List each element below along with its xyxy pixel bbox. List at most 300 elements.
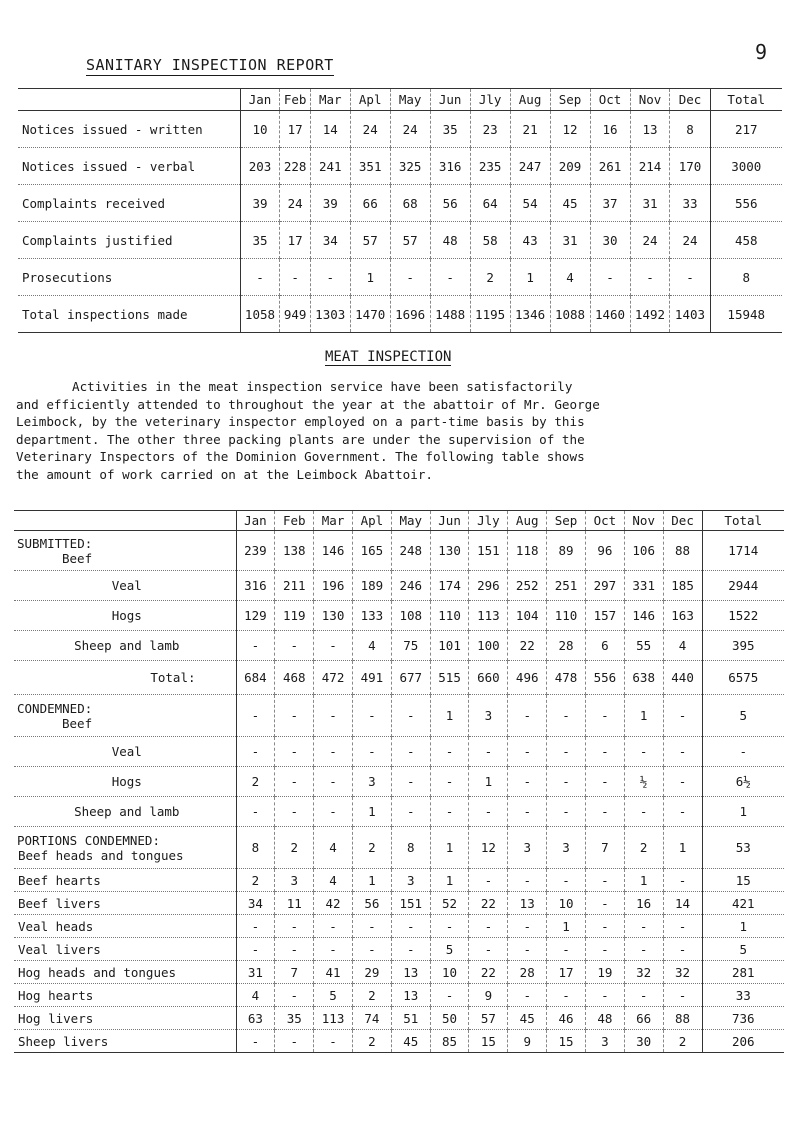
value-cell: 52 (430, 892, 469, 915)
total-cell: 281 (702, 961, 784, 984)
value-cell: 19 (585, 961, 624, 984)
row-label: Veal heads (14, 915, 236, 938)
header-blank (14, 511, 236, 531)
row-label: Hogs (14, 601, 236, 631)
value-cell: 185 (663, 571, 702, 601)
value-cell: 13 (630, 111, 670, 148)
value-cell: - (314, 767, 353, 797)
value-cell: 24 (630, 222, 670, 259)
value-cell: - (352, 695, 391, 737)
total-cell: 206 (702, 1030, 784, 1053)
row-label: Notices issued - written (18, 111, 240, 148)
value-cell: - (585, 797, 624, 827)
total-cell: 421 (702, 892, 784, 915)
value-cell: - (430, 737, 469, 767)
value-cell: - (508, 984, 547, 1007)
value-cell: 1 (547, 915, 586, 938)
table-row (18, 222, 782, 259)
value-cell: 1 (624, 695, 663, 737)
value-cell: 1 (430, 827, 469, 869)
value-cell: 29 (352, 961, 391, 984)
value-cell: 9 (469, 984, 508, 1007)
value-cell: 2 (352, 1030, 391, 1053)
month-header: May (391, 511, 430, 531)
total-cell: 217 (710, 111, 782, 148)
value-cell: - (430, 915, 469, 938)
value-cell: - (352, 938, 391, 961)
row-label: Veal livers (14, 938, 236, 961)
value-cell: 33 (670, 185, 710, 222)
value-cell: - (585, 695, 624, 737)
value-cell: 316 (430, 148, 470, 185)
value-cell: 146 (624, 601, 663, 631)
section-label: PORTIONS CONDEMNED: (17, 832, 160, 848)
value-cell: - (469, 938, 508, 961)
value-cell: 63 (236, 1007, 275, 1030)
value-cell: - (275, 737, 314, 767)
value-cell: - (314, 1030, 353, 1053)
value-cell: - (430, 984, 469, 1007)
value-cell: 129 (236, 601, 275, 631)
value-cell: 35 (430, 111, 470, 148)
total-cell: 1 (702, 915, 784, 938)
row-label: Beef livers (14, 892, 236, 915)
value-cell: 66 (624, 1007, 663, 1030)
value-cell: 3 (585, 1030, 624, 1053)
meat-inspection-title: MEAT INSPECTION (325, 349, 452, 365)
value-cell: 110 (430, 601, 469, 631)
value-cell: - (275, 797, 314, 827)
value-cell: - (508, 869, 547, 892)
value-cell: 35 (275, 1007, 314, 1030)
value-cell: 31 (236, 961, 275, 984)
value-cell: 1403 (670, 296, 710, 333)
value-cell: 2 (275, 827, 314, 869)
value-cell: 16 (624, 892, 663, 915)
value-cell: 17 (280, 222, 310, 259)
value-cell: 85 (430, 1030, 469, 1053)
row-label: Veal (14, 571, 236, 601)
value-cell: 74 (352, 1007, 391, 1030)
value-cell: 56 (430, 185, 470, 222)
month-header: Mar (310, 89, 350, 111)
value-cell: 48 (430, 222, 470, 259)
value-cell: 2 (236, 767, 275, 797)
value-cell: 1 (352, 797, 391, 827)
value-cell: 100 (469, 631, 508, 661)
value-cell: 515 (430, 661, 469, 695)
total-cell: 15 (702, 869, 784, 892)
paragraph-line: Activities in the meat inspection service have been satisfactorily (72, 379, 573, 394)
value-cell: 296 (469, 571, 508, 601)
value-cell: - (314, 737, 353, 767)
value-cell: 56 (352, 892, 391, 915)
value-cell: - (508, 797, 547, 827)
value-cell: 57 (350, 222, 390, 259)
value-cell: 211 (275, 571, 314, 601)
row-label-text: Beef heads and tongues (18, 847, 184, 863)
value-cell: 42 (314, 892, 353, 915)
total-cell: - (702, 737, 784, 767)
value-cell: 43 (510, 222, 550, 259)
value-cell: 1460 (590, 296, 630, 333)
month-header: Apl (350, 89, 390, 111)
value-cell: - (275, 695, 314, 737)
value-cell: 1 (430, 695, 469, 737)
total-cell: 5 (702, 938, 784, 961)
value-cell: - (508, 695, 547, 737)
value-cell: 8 (236, 827, 275, 869)
row-label: Veal (14, 737, 236, 767)
row-label-text: Beef (62, 715, 93, 731)
value-cell: 247 (510, 148, 550, 185)
value-cell: 316 (236, 571, 275, 601)
value-cell: - (624, 984, 663, 1007)
value-cell: 4 (236, 984, 275, 1007)
value-cell: 32 (624, 961, 663, 984)
value-cell: - (547, 695, 586, 737)
total-cell: 556 (710, 185, 782, 222)
value-cell: 54 (510, 185, 550, 222)
total-cell: 8 (710, 259, 782, 296)
value-cell: 32 (663, 961, 702, 984)
table-row (14, 531, 784, 571)
value-cell: 22 (469, 892, 508, 915)
value-cell: 5 (430, 938, 469, 961)
value-cell: 6 (585, 631, 624, 661)
value-cell: 203 (240, 148, 280, 185)
value-cell: - (663, 869, 702, 892)
value-cell: 4 (314, 869, 353, 892)
value-cell: - (275, 1030, 314, 1053)
value-cell: - (508, 938, 547, 961)
month-header: Nov (630, 89, 670, 111)
value-cell: - (390, 259, 430, 296)
total-cell: 5 (702, 695, 784, 737)
value-cell: 110 (547, 601, 586, 631)
value-cell: 39 (240, 185, 280, 222)
value-cell: - (352, 737, 391, 767)
value-cell: - (469, 869, 508, 892)
value-cell: - (663, 767, 702, 797)
value-cell: - (430, 767, 469, 797)
value-cell: - (391, 797, 430, 827)
month-header: Oct (590, 89, 630, 111)
value-cell: 45 (391, 1030, 430, 1053)
row-label (14, 531, 236, 571)
value-cell: 12 (550, 111, 590, 148)
value-cell: 31 (550, 222, 590, 259)
value-cell: ½ (624, 767, 663, 797)
value-cell: 13 (508, 892, 547, 915)
row-label: Total: (14, 661, 236, 695)
value-cell: 170 (670, 148, 710, 185)
value-cell: 251 (547, 571, 586, 601)
month-header: Jly (469, 511, 508, 531)
value-cell: - (663, 695, 702, 737)
value-cell: 1058 (240, 296, 280, 333)
value-cell: 472 (314, 661, 353, 695)
value-cell: 37 (590, 185, 630, 222)
value-cell: 16 (590, 111, 630, 148)
value-cell: 10 (547, 892, 586, 915)
value-cell: 1 (352, 869, 391, 892)
table-row (18, 185, 782, 222)
total-cell: 1 (702, 797, 784, 827)
value-cell: 64 (470, 185, 510, 222)
value-cell: 106 (624, 531, 663, 571)
value-cell: 165 (352, 531, 391, 571)
total-cell: 33 (702, 984, 784, 1007)
month-header: Feb (280, 89, 310, 111)
value-cell: - (236, 695, 275, 737)
value-cell: - (585, 869, 624, 892)
value-cell: 239 (236, 531, 275, 571)
value-cell: 478 (547, 661, 586, 695)
value-cell: 297 (585, 571, 624, 601)
value-cell: 151 (469, 531, 508, 571)
value-cell: 261 (590, 148, 630, 185)
value-cell: 949 (280, 296, 310, 333)
value-cell: 3 (275, 869, 314, 892)
value-cell: 235 (470, 148, 510, 185)
month-header: Mar (314, 511, 353, 531)
value-cell: - (670, 259, 710, 296)
value-cell: 440 (663, 661, 702, 695)
value-cell: 9 (508, 1030, 547, 1053)
value-cell: 34 (236, 892, 275, 915)
header-row (14, 511, 784, 531)
value-cell: 2 (624, 827, 663, 869)
value-cell: 325 (390, 148, 430, 185)
value-cell: 151 (391, 892, 430, 915)
month-header: Sep (547, 511, 586, 531)
row-label: Hog hearts (14, 984, 236, 1007)
month-header: Jan (240, 89, 280, 111)
row-label: Hogs (14, 767, 236, 797)
value-cell: - (547, 984, 586, 1007)
value-cell: - (508, 737, 547, 767)
row-label: Beef hearts (14, 869, 236, 892)
total-cell: 2944 (702, 571, 784, 601)
value-cell: 2 (236, 869, 275, 892)
value-cell: 130 (430, 531, 469, 571)
table-row (14, 892, 784, 915)
value-cell: 1 (624, 869, 663, 892)
table-row (14, 737, 784, 767)
total-cell: 1714 (702, 531, 784, 571)
table-row (18, 111, 782, 148)
total-cell: 15948 (710, 296, 782, 333)
value-cell: - (547, 869, 586, 892)
row-label: Complaints received (18, 185, 240, 222)
value-cell: 4 (550, 259, 590, 296)
value-cell: - (508, 915, 547, 938)
value-cell: 108 (391, 601, 430, 631)
value-cell: 21 (510, 111, 550, 148)
value-cell: 241 (310, 148, 350, 185)
value-cell: - (624, 938, 663, 961)
value-cell: 14 (310, 111, 350, 148)
month-header: May (390, 89, 430, 111)
sanitary-inspection-table (18, 88, 782, 333)
table-row (14, 1030, 784, 1053)
value-cell: - (391, 915, 430, 938)
value-cell: 1303 (310, 296, 350, 333)
value-cell: - (624, 797, 663, 827)
table-row (14, 915, 784, 938)
value-cell: - (391, 737, 430, 767)
value-cell: - (585, 892, 624, 915)
value-cell: 4 (352, 631, 391, 661)
value-cell: - (624, 915, 663, 938)
value-cell: - (469, 737, 508, 767)
month-header: Apl (352, 511, 391, 531)
value-cell: - (314, 938, 353, 961)
value-cell: - (236, 1030, 275, 1053)
value-cell: 214 (630, 148, 670, 185)
row-label: Notices issued - verbal (18, 148, 240, 185)
value-cell: 1 (510, 259, 550, 296)
value-cell: - (547, 767, 586, 797)
value-cell: - (469, 915, 508, 938)
month-header: Dec (670, 89, 710, 111)
value-cell: 196 (314, 571, 353, 601)
value-cell: - (508, 767, 547, 797)
value-cell: 638 (624, 661, 663, 695)
table-row (14, 631, 784, 661)
value-cell: 24 (670, 222, 710, 259)
page-number: 9 (755, 40, 768, 64)
total-cell: 736 (702, 1007, 784, 1030)
value-cell: 22 (469, 961, 508, 984)
value-cell: 41 (314, 961, 353, 984)
value-cell: 75 (391, 631, 430, 661)
value-cell: - (585, 915, 624, 938)
month-header: Aug (510, 89, 550, 111)
month-header: Nov (624, 511, 663, 531)
total-cell: 3000 (710, 148, 782, 185)
header-row (18, 89, 782, 111)
month-header: Feb (275, 511, 314, 531)
value-cell: - (310, 259, 350, 296)
value-cell: - (663, 797, 702, 827)
value-cell: - (630, 259, 670, 296)
value-cell: - (314, 915, 353, 938)
value-cell: 1492 (630, 296, 670, 333)
table-row (14, 938, 784, 961)
value-cell: 5 (314, 984, 353, 1007)
value-cell: 4 (314, 827, 353, 869)
value-cell: 130 (314, 601, 353, 631)
month-header: Jly (470, 89, 510, 111)
table-row (18, 148, 782, 185)
row-label: Complaints justified (18, 222, 240, 259)
value-cell: 2 (470, 259, 510, 296)
value-cell: 1346 (510, 296, 550, 333)
value-cell: - (469, 797, 508, 827)
value-cell: 50 (430, 1007, 469, 1030)
value-cell: - (663, 737, 702, 767)
value-cell: 146 (314, 531, 353, 571)
total-cell: 1522 (702, 601, 784, 631)
value-cell: 45 (508, 1007, 547, 1030)
value-cell: 17 (547, 961, 586, 984)
value-cell: 7 (585, 827, 624, 869)
value-cell: 46 (547, 1007, 586, 1030)
meat-inspection-paragraph (16, 378, 790, 483)
value-cell: 113 (469, 601, 508, 631)
table-row (14, 827, 784, 869)
table-row (14, 767, 784, 797)
value-cell: 3 (469, 695, 508, 737)
table-row (14, 661, 784, 695)
month-header: Sep (550, 89, 590, 111)
value-cell: 3 (508, 827, 547, 869)
value-cell: 4 (663, 631, 702, 661)
value-cell: 468 (275, 661, 314, 695)
value-cell: 15 (469, 1030, 508, 1053)
value-cell: 684 (236, 661, 275, 695)
paragraph-line: the amount of work carried on at the Leimbock Abattoir. (16, 466, 434, 482)
value-cell: 1470 (350, 296, 390, 333)
row-label: Sheep and lamb (14, 797, 236, 827)
value-cell: 28 (547, 631, 586, 661)
value-cell: - (663, 984, 702, 1007)
value-cell: 68 (390, 185, 430, 222)
total-cell: 53 (702, 827, 784, 869)
value-cell: - (352, 915, 391, 938)
value-cell: 1696 (390, 296, 430, 333)
value-cell: - (391, 695, 430, 737)
value-cell: 28 (508, 961, 547, 984)
row-label: Sheep and lamb (14, 631, 236, 661)
value-cell: - (624, 737, 663, 767)
report-header: SANITARY INSPECTION REPORT (86, 56, 334, 74)
value-cell: 55 (624, 631, 663, 661)
value-cell: - (275, 938, 314, 961)
value-cell: - (430, 797, 469, 827)
value-cell: - (391, 767, 430, 797)
value-cell: - (236, 915, 275, 938)
value-cell: 660 (469, 661, 508, 695)
row-label: Sheep livers (14, 1030, 236, 1053)
value-cell: 17 (280, 111, 310, 148)
value-cell: 58 (470, 222, 510, 259)
value-cell: 491 (352, 661, 391, 695)
value-cell: 7 (275, 961, 314, 984)
row-label: Prosecutions (18, 259, 240, 296)
value-cell: 88 (663, 1007, 702, 1030)
section-label: SUBMITTED: (17, 535, 93, 551)
value-cell: - (590, 259, 630, 296)
paragraph-line: and efficiently attended to throughout the year at the abattoir of Mr. George (16, 396, 600, 412)
table-row (14, 601, 784, 631)
value-cell: 157 (585, 601, 624, 631)
value-cell: 331 (624, 571, 663, 601)
value-cell: - (314, 695, 353, 737)
value-cell: 24 (280, 185, 310, 222)
value-cell: 14 (663, 892, 702, 915)
value-cell: 163 (663, 601, 702, 631)
value-cell: 24 (350, 111, 390, 148)
value-cell: - (275, 631, 314, 661)
row-label (14, 695, 236, 737)
table-row (14, 1007, 784, 1030)
table-row (14, 961, 784, 984)
value-cell: - (240, 259, 280, 296)
value-cell: 39 (310, 185, 350, 222)
